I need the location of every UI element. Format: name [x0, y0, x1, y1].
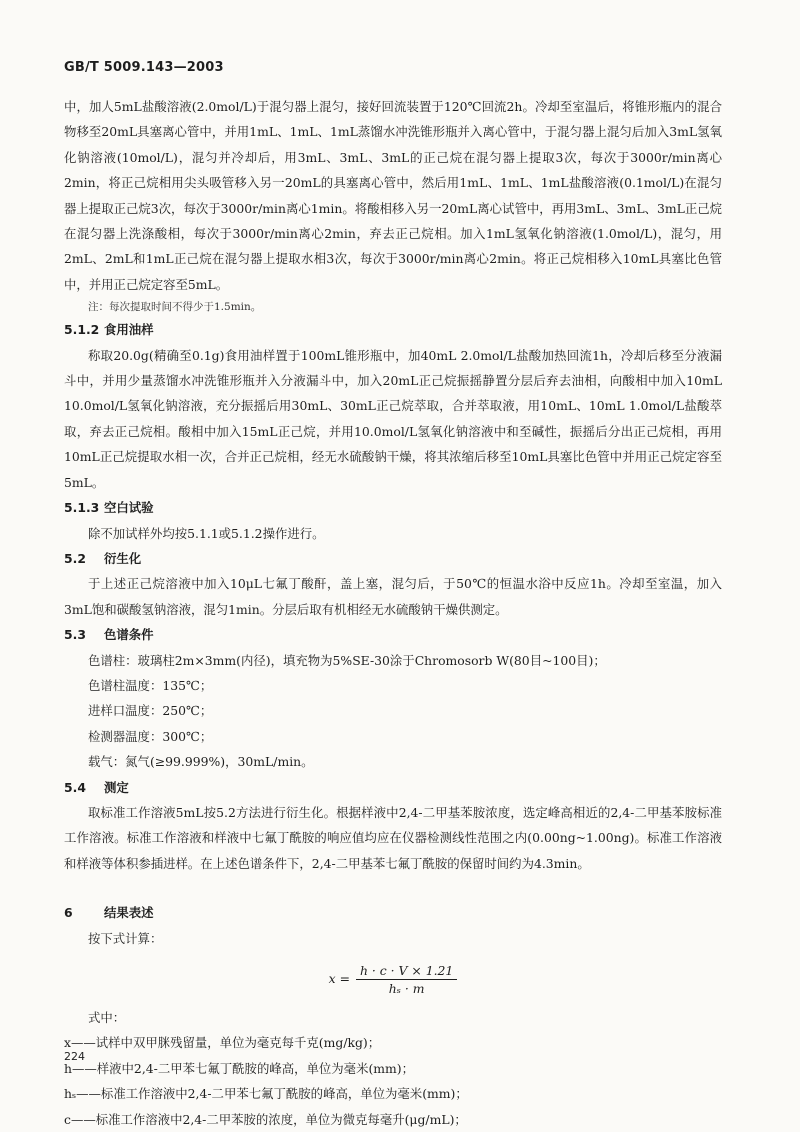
section-title: 食用油样 [104, 322, 154, 338]
section-heading-5-1-3 [64, 495, 722, 520]
condition-line: 载气：氮气(≥99.999%)，30mL/min。 [88, 754, 314, 770]
section-heading-5-4 [64, 775, 722, 800]
formula-numerator: h · c · V × 1.21 [356, 962, 457, 980]
paragraph-5-4: 取标准工作溶液5mL按5.2方法进行衍生化。根据样液中2,4-二甲基苯胺浓度，选定峰高相近的2,4-二甲基苯胺标准工作溶液。标准工作溶液和样液中七氟丁酰胺的响应值均应在仪器检测线性范围之内(0.00ng~1.00ng)。标准工作溶液和样液等体积参插进样。在上述色谱条件下，2,4-二甲基苯七氟丁酰胺的保留时间约为4.3min。 [64, 804, 722, 871]
where-label: 式中： [88, 1010, 126, 1025]
section-heading-6 [64, 900, 722, 925]
section-title: 色谱条件 [104, 627, 154, 643]
condition-line: 色谱柱：玻璃柱2m×3mm(内径)，填充物为5%SE-30涂于Chromosorb W(80目~100目)； [88, 652, 606, 668]
result-formula [64, 959, 722, 999]
variable-definition: c——标准工作溶液中2,4-二甲苯胺的浓度，单位为微克每毫升(μg/mL)； [64, 1111, 467, 1127]
condition-line: 色谱柱温度：135℃； [88, 677, 213, 693]
standard-code-header: GB/T 5009.143—2003 [64, 60, 224, 75]
section-heading-5-2 [64, 546, 722, 571]
section-number: 5.1.3 [64, 500, 100, 516]
section-title: 空白试验 [104, 500, 154, 516]
section-number: 5.3 [64, 627, 86, 643]
paragraph-5-1-2: 称取20.0g(精确至0.1g)食用油样置于100mL锥形瓶中，加40mL 2.0mol/L盐酸加热回流1h，冷却后移至分液漏斗中，并用少量蒸馏水冲洗锥形瓶并入分液漏斗中，加入20mL正己烷振摇静置分层后弃去油相，向酸相中加入10mL 10.0mol/L氢氧化钠溶液，充分振摇后用30mL、30mL正己烷萃取，合并萃取液，用10mL、10mL 1.0mol/L盐酸萃取，弃去正己烷相。酸相中加入15mL正己烷，并用10.0mol/L氢氧化钠溶液中和至碱性，振摇后分出正己烷相，再用10mL正己烷提取水相一次，合并正己烷相，经无水硫酸钠干燥，将其浓缩后移至10mL具塞比色管中并用正己烷定容至5mL。 [64, 347, 722, 490]
variable-definition: x——试样中双甲脒残留量，单位为毫克每千克(mg/kg)； [64, 1035, 381, 1051]
section-number: 5.1.2 [64, 322, 100, 338]
paragraph-5-2: 于上述正己烷溶液中加入10μL七氟丁酸酐，盖上塞，混匀后，于50℃的恒温水浴中反应1h。冷却至室温，加入3mL饱和碳酸氢钠溶液，混匀1min。分层后取有机相经无水硫酸钠干燥供测定。 [64, 576, 722, 617]
condition-line: 检测器温度：300℃； [88, 728, 213, 744]
section-number: 6 [64, 905, 73, 921]
condition-line: 进样口温度：250℃； [88, 703, 213, 719]
document-body [64, 94, 722, 1132]
section-number: 5.2 [64, 550, 86, 566]
variable-definition: hₛ——标准工作溶液中2,4-二甲苯七氟丁酰胺的峰高，单位为毫米(mm)； [64, 1086, 468, 1102]
section-heading-5-3 [64, 622, 722, 647]
section-number: 5.4 [64, 779, 86, 795]
paragraph-5-1-3: 除不加试样外均按5.1.1或5.1.2操作进行。 [88, 525, 325, 541]
page-number: 224 [64, 1050, 85, 1063]
formula-lhs: x = [328, 971, 350, 987]
variable-definition: h——样液中2,4-二甲苯七氟丁酰胺的峰高，单位为毫米(mm)； [64, 1060, 415, 1076]
section-heading-5-1-2 [64, 317, 722, 342]
formula-denominator: hₛ · m [388, 980, 425, 996]
formula-fraction [356, 962, 457, 997]
note: 注：每次提取时间不得少于1.5min。 [88, 301, 262, 314]
section-title: 衍生化 [104, 550, 142, 566]
section-title: 测定 [104, 779, 129, 795]
calc-intro: 按下式计算： [88, 930, 163, 946]
paragraph-continued: 中，加人5mL盐酸溶液(2.0mol/L)于混匀器上混匀，接好回流装置于120℃回流2h。冷却至室温后，将锥形瓶内的混合物移至20mL具塞离心管中，并用1mL、1mL、1mL蒸馏水冲洗锥形瓶并入离心管中，于混匀器上混匀后加入3mL氢氧化钠溶液(10mol/L)，混匀并冷却后，用3mL、3mL、3mL的正己烷在混匀器上提取3次，每次于3000r/min离心2min，将正己烷相用尖头吸管移入另一20mL的具塞离心管中，然后用1mL、1mL、1mL盐酸溶液(0.1mol/L)在混匀器上提取正己烷3次，每次于3000r/min离心1min。将酸相移入另一20mL离心试管中，再用3mL、3mL、3mL正己烷在混匀器上洗涤酸相，每次于3000r/min离心2min，弃去正己烷相。加入1mL氢氧化钠溶液(1.0mol/L)，混匀，用2mL、2mL和1mL正己烷在混匀器上提取水相3次，每次于3000r/min离心2min。将正己烷相移入10mL具塞比色管中，并用正己烷定容至5mL。 [64, 99, 722, 292]
section-title: 结果表述 [104, 905, 154, 921]
